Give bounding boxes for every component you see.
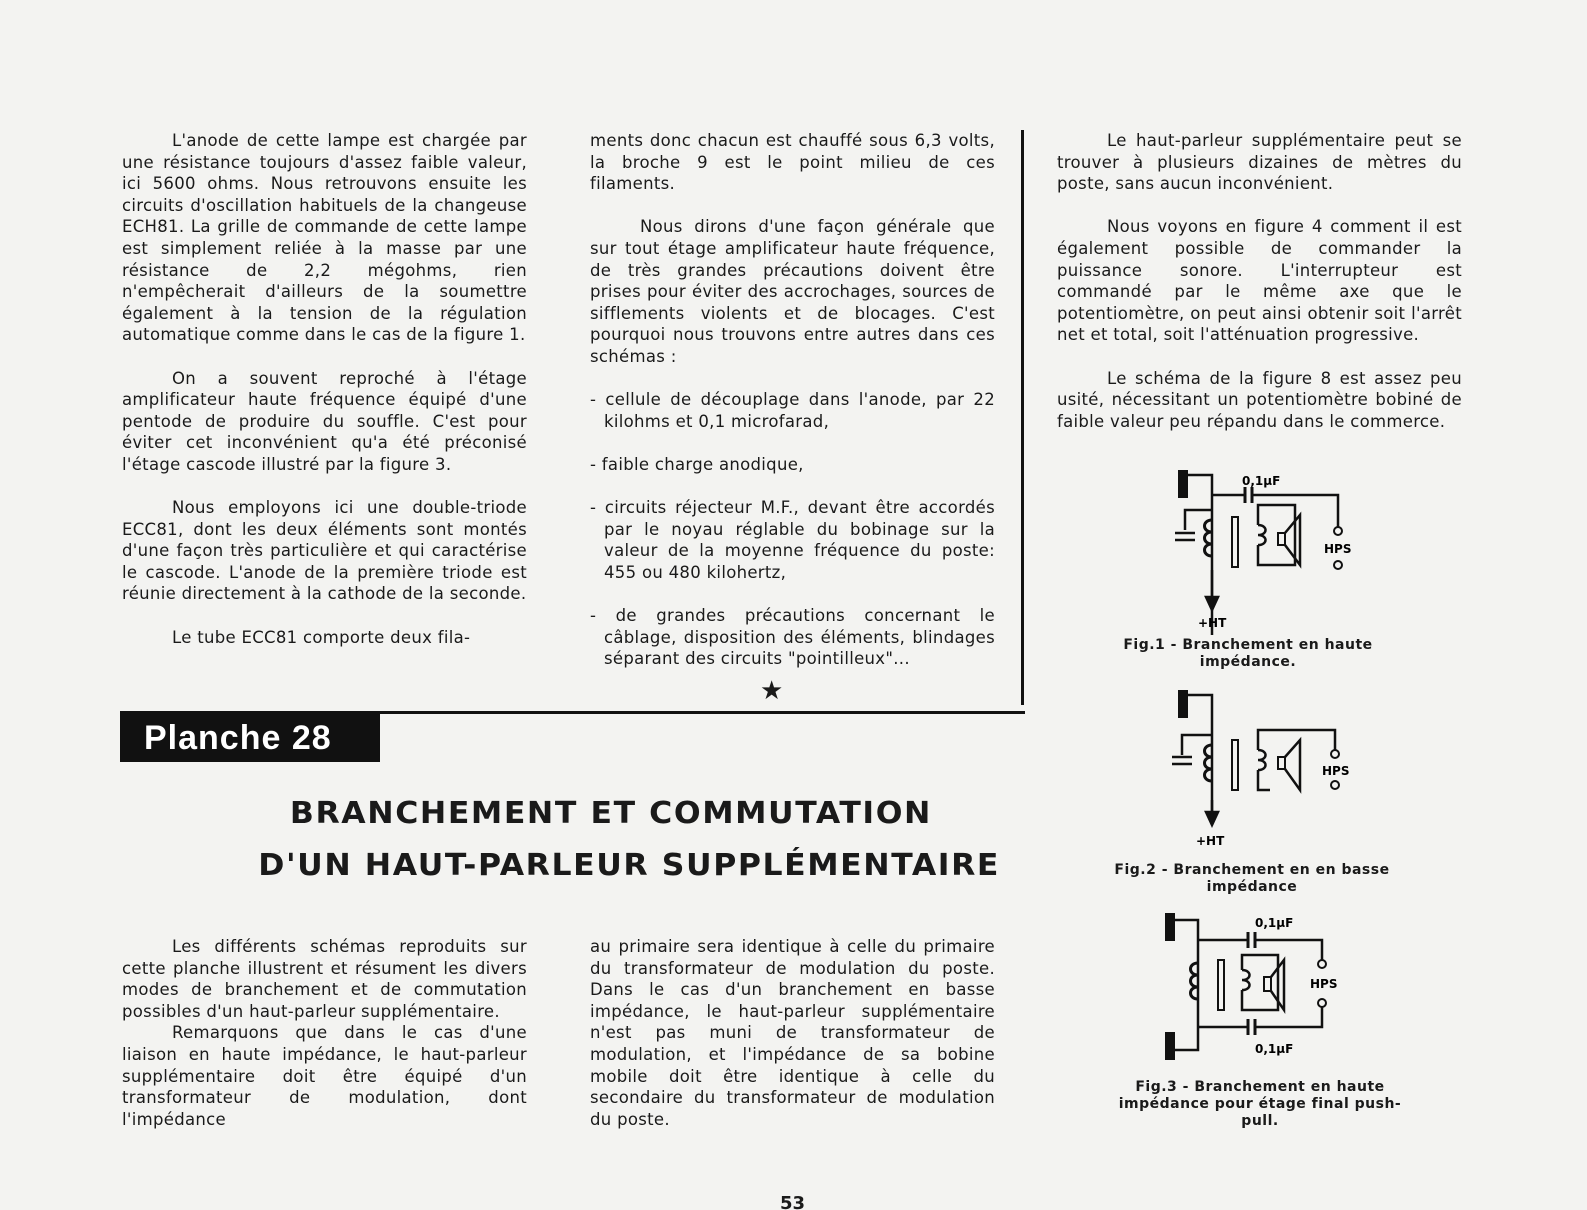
- paragraph: Le schéma de la figure 8 est assez peu usité, nécessitant un potentiomètre bobiné de faible valeur peu répandu dans le commerce.: [1057, 368, 1462, 431]
- list-item: - de grandes précautions concernant le câblage, disposition des éléments, blindages séparant des circuits "pointilleux"...: [590, 606, 995, 669]
- paragraph: Le haut-parleur supplémentaire peut se trouver à plusieurs dizaines de mètres du poste, sans aucun inconvénient.: [1057, 131, 1462, 194]
- capacitor-label-top: 0,1µF: [1255, 916, 1294, 930]
- paragraph: Remarquons que dans le cas d'une liaison en haute impédance, le haut-parleur supplémentaire doit être équipé d'un transformateur de modulation, dont l'impédance: [122, 1023, 527, 1129]
- list-item: - cellule de découplage dans l'anode, par 22 kilohms et 0,1 microfarad,: [590, 390, 995, 431]
- planche-label: Planche 28: [120, 714, 380, 762]
- hps-label: HPS: [1324, 542, 1352, 556]
- capacitor-label: 0,1µF: [1242, 474, 1281, 488]
- paragraph: ments donc chacun est chauffé sous 6,3 volts, la broche 9 est le point milieu de ces filaments.: [590, 131, 995, 194]
- paragraph: Nous voyons en figure 4 comment il est également possible de commander la puissance sonore. L'interrupteur est commandé par le même axe que le potentiomètre, on peut ainsi obtenir soit l'arrêt net et total, soit l'atténuation progressive.: [1057, 217, 1462, 345]
- paragraph: L'anode de cette lampe est chargée par une résistance toujours d'assez faible valeur, ici 5600 ohms. Nous retrouvons ensuite les circuits d'oscillation habituels de la changeuse ECH81. La grille de commande de cette lampe est simplement reliée à la masse par une résistance de 2,2 mégohms, rien n'empêcherait d'ailleurs de la soumettre également à la tension de la régulation automatique comme dans le cas de la figure 1.: [122, 131, 527, 345]
- paragraph: au primaire sera identique à celle du primaire du transformateur de modulation du poste. Dans le cas d'un branchement en basse impédance, le haut-parleur supplémentaire n'est pas muni de transformateur de modulation, et l'impédance de sa bobine mobile doit être identique à celle du secondaire du transformateur de modulation du poste.: [590, 937, 995, 1129]
- paragraph: Le tube ECC81 comporte deux fila-: [172, 627, 471, 647]
- list-item: - circuits réjecteur M.F., devant être accordés par le noyau réglable du bobinage sur la valeur de la moyenne fréquence du poste: 455 ou 480 kilohertz,: [590, 498, 995, 582]
- hps-label: HPS: [1322, 764, 1350, 778]
- ht-label: +HT: [1196, 834, 1225, 848]
- bottom-column-1: [122, 936, 527, 1130]
- figure-3-caption: Fig.3 - Branchement en haute impédance pour étage final push-pull.: [1118, 1079, 1402, 1129]
- star-ornament: ★: [760, 676, 784, 706]
- paragraph: Nous employons ici une double-triode ECC81, dont les deux éléments sont montés d'une façon très particulière et qui caractérise le cascode. L'anode de la première triode est réunie directement à la cathode de la seconde.: [122, 498, 527, 604]
- figure-2-schematic: [1160, 685, 1360, 850]
- text-column-3: [1057, 130, 1462, 454]
- text-column-1: [122, 130, 527, 670]
- ht-label: +HT: [1198, 616, 1227, 630]
- figure-1-caption: Fig.1 - Branchement en haute impédance.: [1123, 637, 1373, 670]
- section-title-line-1: BRANCHEMENT ET COMMUTATION: [289, 796, 932, 831]
- page-number: 53: [780, 1193, 806, 1210]
- figure-3-schematic: [1160, 905, 1360, 1070]
- section-title-line-2: D'UN HAUT-PARLEUR SUPPLÉMENTAIRE: [258, 848, 1001, 883]
- column-divider: [1021, 130, 1024, 705]
- paragraph: Nous dirons d'une façon générale que sur tout étage amplificateur haute fréquence, de très grandes précautions doivent être prises pour éviter des accrochages, sources de sifflements violents et de blocages. C'est pourquoi nous trouvons entre autres dans ces schémas :: [590, 217, 995, 366]
- paragraph: On a souvent reproché à l'étage amplificateur haute fréquence équipé d'une pentode de produire du souffle. C'est pour éviter cet inconvénient qu'a été préconisé l'étage cascode illustré par la figure 3.: [122, 368, 527, 474]
- paragraph: Les différents schémas reproduits sur cette planche illustrent et résument les divers modes de branchement et de commutation possibles d'un haut-parleur supplémentaire.: [122, 937, 527, 1021]
- hps-label: HPS: [1310, 977, 1338, 991]
- bottom-column-2: [590, 936, 995, 1152]
- figure-1-schematic: [1160, 465, 1360, 635]
- text-column-2: [590, 130, 995, 691]
- list-item: - faible charge anodique,: [590, 454, 804, 474]
- capacitor-label-bottom: 0,1µF: [1255, 1042, 1294, 1056]
- figure-2-caption: Fig.2 - Branchement en en basse impédance: [1114, 862, 1390, 895]
